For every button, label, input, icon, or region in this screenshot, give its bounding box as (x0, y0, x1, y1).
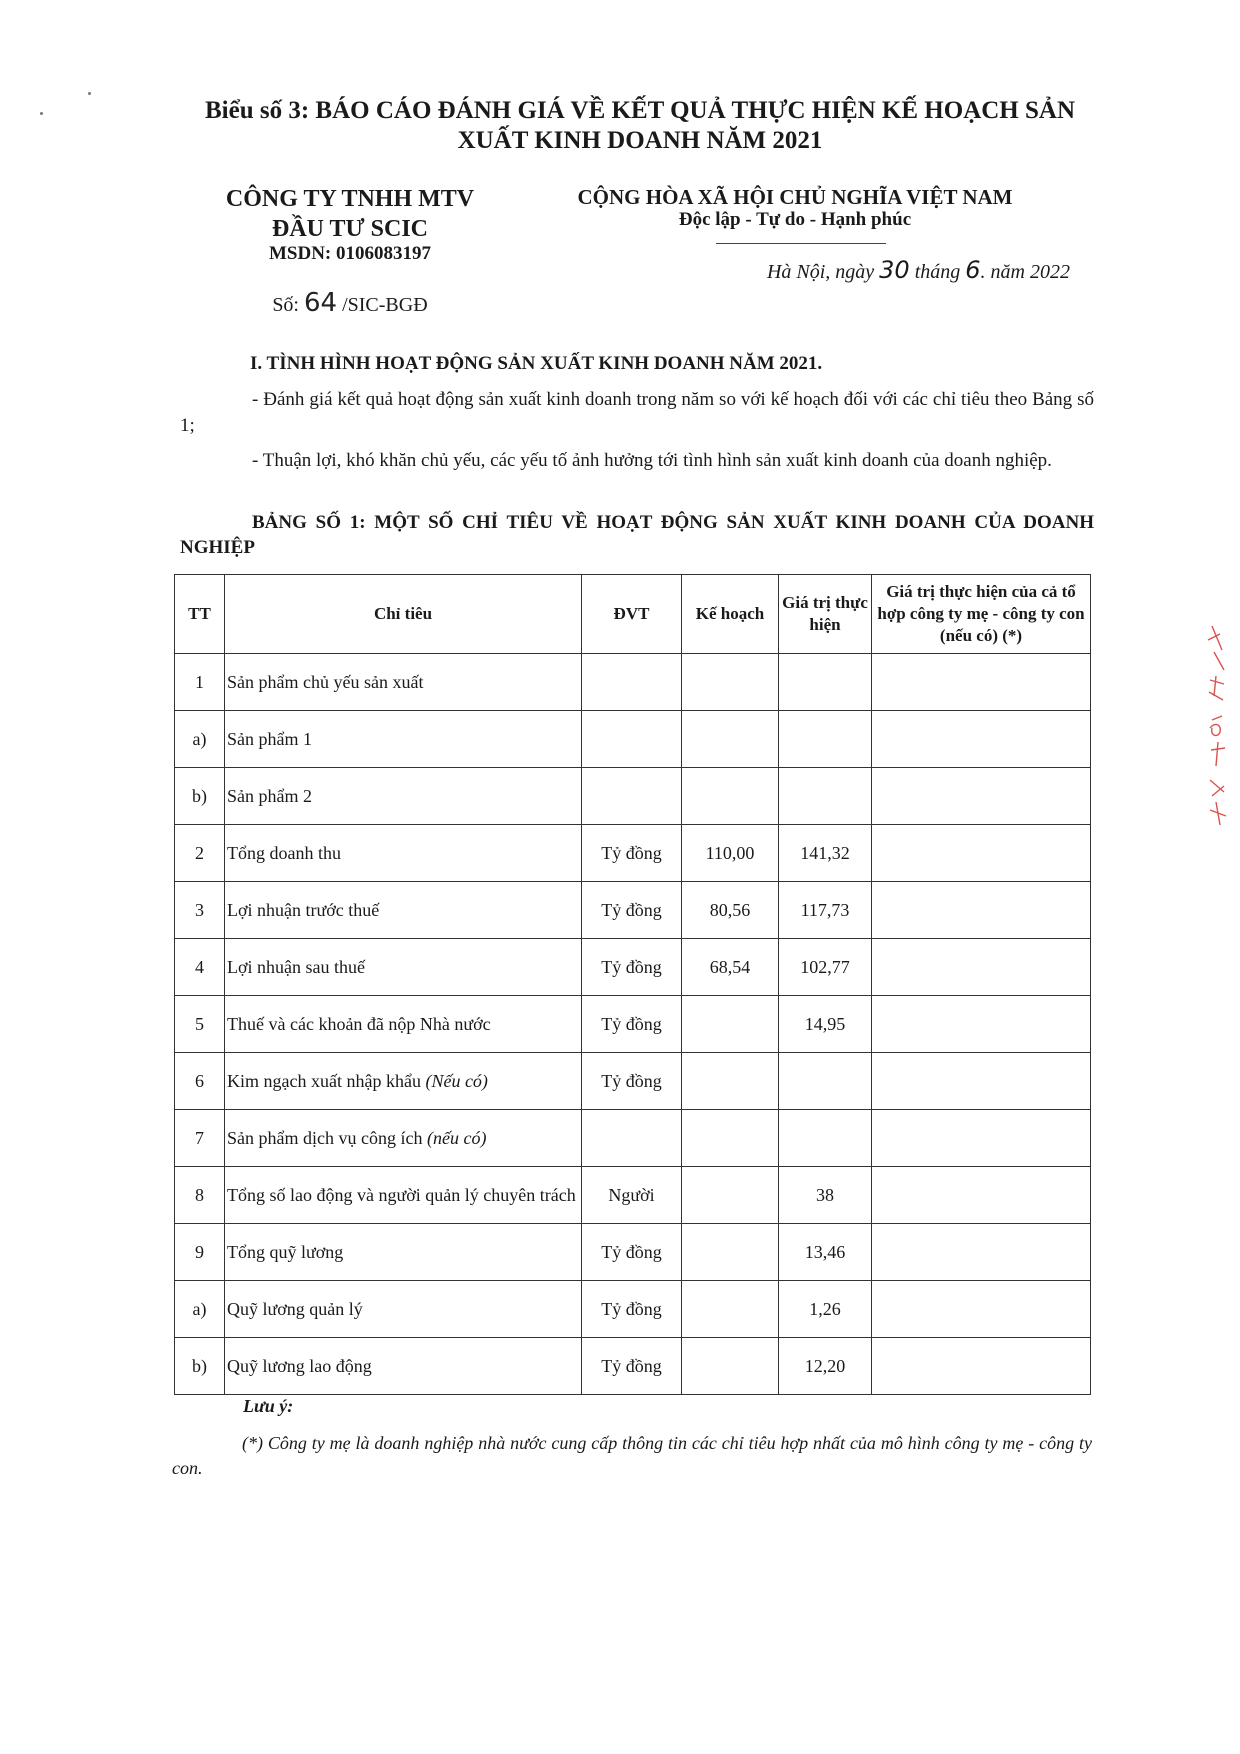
company-name-line2: ĐẦU TƯ SCIC (271, 216, 429, 242)
cell-tt (175, 1338, 225, 1395)
cell-tt (175, 1110, 225, 1167)
cell-thuc-hien-text: 117,73 (800, 899, 850, 920)
date-day: 30 (879, 256, 910, 284)
report-title (150, 96, 1130, 156)
cell-dvt-text: Tỷ đồng (601, 1298, 662, 1319)
cell-tt (175, 711, 225, 768)
cell-tt (175, 1167, 225, 1224)
cell-tt (175, 882, 225, 939)
cell-tt-text: 1 (195, 671, 204, 692)
table-row (175, 1110, 1091, 1167)
cell-to-hop (872, 1053, 1091, 1110)
cell-thuc-hien (779, 711, 872, 768)
cell-dvt-text: Tỷ đồng (601, 1070, 662, 1091)
cell-thuc-hien (779, 768, 872, 825)
scan-speck (40, 112, 43, 115)
cell-thuc-hien (779, 882, 872, 939)
cell-thuc-hien-text: 12,20 (804, 1355, 846, 1376)
national-motto: Độc lập - Tự do - Hạnh phúc (678, 209, 912, 230)
section-paragraph-1 (180, 387, 1094, 439)
cell-tt (175, 1224, 225, 1281)
cell-ke-hoach (682, 939, 779, 996)
cell-tt (175, 939, 225, 996)
cell-dvt (582, 711, 682, 768)
cell-thuc-hien-text: 141,32 (800, 842, 850, 863)
cell-dvt (582, 1281, 682, 1338)
cell-ke-hoach (682, 654, 779, 711)
table-row (175, 1053, 1091, 1110)
cell-thuc-hien (779, 654, 872, 711)
cell-chi-tieu (225, 1338, 582, 1395)
cell-to-hop (872, 768, 1091, 825)
cell-thuc-hien (779, 825, 872, 882)
header-dvt: ĐVT (582, 575, 682, 654)
cell-chi-tieu-text: Tổng số lao động và người quản lý chuyên trách (227, 1185, 576, 1205)
cell-dvt (582, 1224, 682, 1281)
document-number (200, 288, 500, 318)
cell-dvt (582, 939, 682, 996)
table-row (175, 882, 1091, 939)
cell-thuc-hien-text: 13,46 (804, 1241, 846, 1262)
cell-dvt (582, 654, 682, 711)
table-row (175, 1281, 1091, 1338)
cell-ke-hoach (682, 882, 779, 939)
cell-tt-text: 6 (195, 1070, 204, 1091)
table-header-row (175, 575, 1091, 654)
cell-thuc-hien-text: 1,26 (809, 1298, 841, 1319)
cell-dvt-text: Tỷ đồng (601, 842, 662, 863)
cell-ke-hoach (682, 1338, 779, 1395)
cell-to-hop (872, 1110, 1091, 1167)
cell-chi-tieu-note: (Nếu có) (425, 1070, 488, 1091)
cell-chi-tieu (225, 768, 582, 825)
cell-tt (175, 996, 225, 1053)
cell-chi-tieu-text: Sản phẩm chủ yếu sản xuất (227, 671, 424, 692)
cell-to-hop (872, 711, 1091, 768)
table-row (175, 996, 1091, 1053)
document-number-value: 64 (304, 288, 338, 318)
cell-chi-tieu (225, 1167, 582, 1224)
cell-dvt (582, 996, 682, 1053)
cell-ke-hoach (682, 1281, 779, 1338)
cell-chi-tieu (225, 1224, 582, 1281)
cell-chi-tieu-text: Kim ngạch xuất nhập khẩu (227, 1070, 421, 1091)
company-name (200, 184, 500, 244)
cell-dvt-text: Tỷ đồng (601, 899, 662, 920)
cell-dvt-text: Tỷ đồng (601, 956, 662, 977)
footnote-text (172, 1431, 1092, 1481)
cell-tt-text: b) (192, 785, 207, 806)
footnote-body: (*) Công ty mẹ là doanh nghiệp nhà nước cung cấp thông tin các chỉ tiêu hợp nhất của mô hình công ty mẹ - công ty con. (172, 1433, 1092, 1478)
cell-tt-text: 5 (195, 1013, 204, 1034)
cell-thuc-hien-text: 102,77 (800, 956, 850, 977)
cell-dvt-text: Tỷ đồng (601, 1355, 662, 1376)
report-title-line1: Biểu số 3: BÁO CÁO ĐÁNH GIÁ VỀ KẾT QUẢ THỰC HIỆN KẾ HOẠCH SẢN (204, 97, 1076, 124)
cell-tt (175, 825, 225, 882)
cell-to-hop (872, 1167, 1091, 1224)
cell-tt (175, 1281, 225, 1338)
header-tt: TT (175, 575, 225, 654)
table-row (175, 768, 1091, 825)
cell-thuc-hien (779, 1167, 872, 1224)
paragraph-1-text: - Đánh giá kết quả hoạt động sản xuất kinh doanh trong năm so với kế hoạch đối với các chỉ tiêu theo Bảng số 1; (180, 389, 1094, 436)
cell-chi-tieu-text: Tổng quỹ lương (227, 1241, 344, 1262)
cell-ke-hoach (682, 825, 779, 882)
cell-thuc-hien-text: 38 (816, 1184, 834, 1205)
cell-ke-hoach (682, 1110, 779, 1167)
cell-to-hop (872, 996, 1091, 1053)
cell-ke-hoach (682, 1053, 779, 1110)
cell-chi-tieu-text: Thuế và các khoản đã nộp Nhà nước (227, 1013, 491, 1034)
cell-chi-tieu-text: Lợi nhuận trước thuế (227, 899, 380, 920)
cell-tt-text: 8 (195, 1184, 204, 1205)
cell-chi-tieu-note: (nếu có) (426, 1127, 487, 1148)
header-ke-hoach: Kế hoạch (682, 575, 779, 654)
cell-dvt (582, 882, 682, 939)
cell-dvt (582, 825, 682, 882)
section-heading: I. TÌNH HÌNH HOẠT ĐỘNG SẢN XUẤT KINH DOANH NĂM 2021. (250, 353, 823, 374)
table-row (175, 1167, 1091, 1224)
cell-dvt (582, 768, 682, 825)
cell-tt-text: 2 (195, 842, 204, 863)
scan-speck (88, 92, 91, 95)
date-month-label: tháng (914, 261, 961, 283)
document-number-prefix: Số: (272, 294, 299, 316)
cell-thuc-hien (779, 1281, 872, 1338)
cell-to-hop (872, 939, 1091, 996)
issue-date (650, 256, 1070, 284)
cell-thuc-hien (779, 1338, 872, 1395)
margin-stamp-marks (1200, 620, 1236, 830)
cell-chi-tieu-text: Sản phẩm 2 (227, 785, 312, 806)
table-row (175, 939, 1091, 996)
table-row (175, 1224, 1091, 1281)
stamp-strokes (1208, 626, 1226, 825)
cell-chi-tieu-text: Sản phẩm 1 (227, 728, 312, 749)
national-title: CỘNG HÒA XÃ HỘI CHỦ NGHĨA VIỆT NAM (577, 185, 1013, 209)
table-row (175, 825, 1091, 882)
cell-dvt-text: Người (608, 1184, 655, 1205)
cell-ke-hoach (682, 996, 779, 1053)
header-chi-tieu: Chỉ tiêu (225, 575, 582, 654)
cell-chi-tieu-text: Quỹ lương quản lý (227, 1298, 363, 1319)
table-title-text: BẢNG SỐ 1: MỘT SỐ CHỈ TIÊU VỀ HOẠT ĐỘNG SẢN XUẤT KINH DOANH CỦA DOANH NGHIỆP (180, 512, 1094, 558)
cell-to-hop (872, 882, 1091, 939)
cell-to-hop (872, 825, 1091, 882)
cell-tt-text: a) (192, 728, 207, 749)
cell-ke-hoach-text: 68,54 (709, 956, 751, 977)
cell-to-hop (872, 1281, 1091, 1338)
cell-chi-tieu-text: Tổng doanh thu (227, 842, 341, 863)
cell-tt-text: 7 (195, 1127, 204, 1148)
cell-ke-hoach (682, 711, 779, 768)
cell-thuc-hien (779, 1224, 872, 1281)
cell-ke-hoach (682, 1224, 779, 1281)
header-to-hop: Giá trị thực hiện của cả tổ hợp công ty mẹ - công ty con (nếu có) (*) (872, 575, 1091, 654)
cell-to-hop (872, 654, 1091, 711)
cell-tt (175, 768, 225, 825)
cell-dvt (582, 1110, 682, 1167)
cell-chi-tieu (225, 882, 582, 939)
cell-thuc-hien (779, 1110, 872, 1167)
cell-to-hop (872, 1224, 1091, 1281)
company-name-line1: CÔNG TY TNHH MTV (225, 186, 475, 212)
cell-ke-hoach (682, 1167, 779, 1224)
motto-underline (716, 243, 886, 244)
cell-tt-text: 9 (195, 1241, 204, 1262)
date-year: . năm 2022 (980, 261, 1070, 283)
cell-thuc-hien (779, 996, 872, 1053)
cell-chi-tieu (225, 711, 582, 768)
header-thuc-hien: Giá trị thực hiện (779, 575, 872, 654)
cell-chi-tieu (225, 1053, 582, 1110)
document-number-suffix: /SIC-BGĐ (342, 294, 428, 316)
cell-chi-tieu (225, 939, 582, 996)
cell-dvt (582, 1338, 682, 1395)
cell-tt (175, 654, 225, 711)
cell-dvt-text: Tỷ đồng (601, 1241, 662, 1262)
cell-chi-tieu (225, 1281, 582, 1338)
table-row (175, 1338, 1091, 1395)
footnote-title: Lưu ý: (243, 1396, 294, 1416)
cell-chi-tieu-text: Sản phẩm dịch vụ công ích (227, 1127, 423, 1148)
table-row (175, 654, 1091, 711)
cell-tt-text: b) (192, 1355, 207, 1376)
cell-tt-text: 3 (195, 899, 204, 920)
report-title-line2: XUẤT KINH DOANH NĂM 2021 (457, 127, 823, 154)
cell-chi-tieu (225, 654, 582, 711)
section-paragraph-2 (180, 448, 1094, 474)
cell-tt-text: 4 (195, 956, 204, 977)
cell-dvt-text: Tỷ đồng (601, 1013, 662, 1034)
cell-ke-hoach-text: 80,56 (709, 899, 751, 920)
date-prefix: Hà Nội, ngày (766, 261, 875, 283)
cell-thuc-hien (779, 1053, 872, 1110)
indicators-table (174, 574, 1091, 1395)
cell-dvt (582, 1167, 682, 1224)
cell-chi-tieu (225, 1110, 582, 1167)
table-title (180, 510, 1094, 560)
cell-tt-text: a) (192, 1298, 207, 1319)
paragraph-2-text: - Thuận lợi, khó khăn chủ yếu, các yếu tố ảnh hưởng tới tình hình sản xuất kinh doanh của doanh nghiệp. (252, 450, 1052, 471)
cell-thuc-hien (779, 939, 872, 996)
cell-thuc-hien-text: 14,95 (804, 1013, 846, 1034)
cell-ke-hoach-text: 110,00 (705, 842, 755, 863)
msdn-number: MSDN: 0106083197 (268, 243, 432, 264)
cell-chi-tieu-text: Quỹ lương lao động (227, 1355, 372, 1376)
table-row (175, 711, 1091, 768)
cell-ke-hoach (682, 768, 779, 825)
cell-to-hop (872, 1338, 1091, 1395)
cell-dvt (582, 1053, 682, 1110)
cell-chi-tieu (225, 825, 582, 882)
cell-tt (175, 1053, 225, 1110)
cell-chi-tieu (225, 996, 582, 1053)
date-month: 6 (965, 256, 981, 284)
cell-chi-tieu-text: Lợi nhuận sau thuế (227, 956, 365, 977)
